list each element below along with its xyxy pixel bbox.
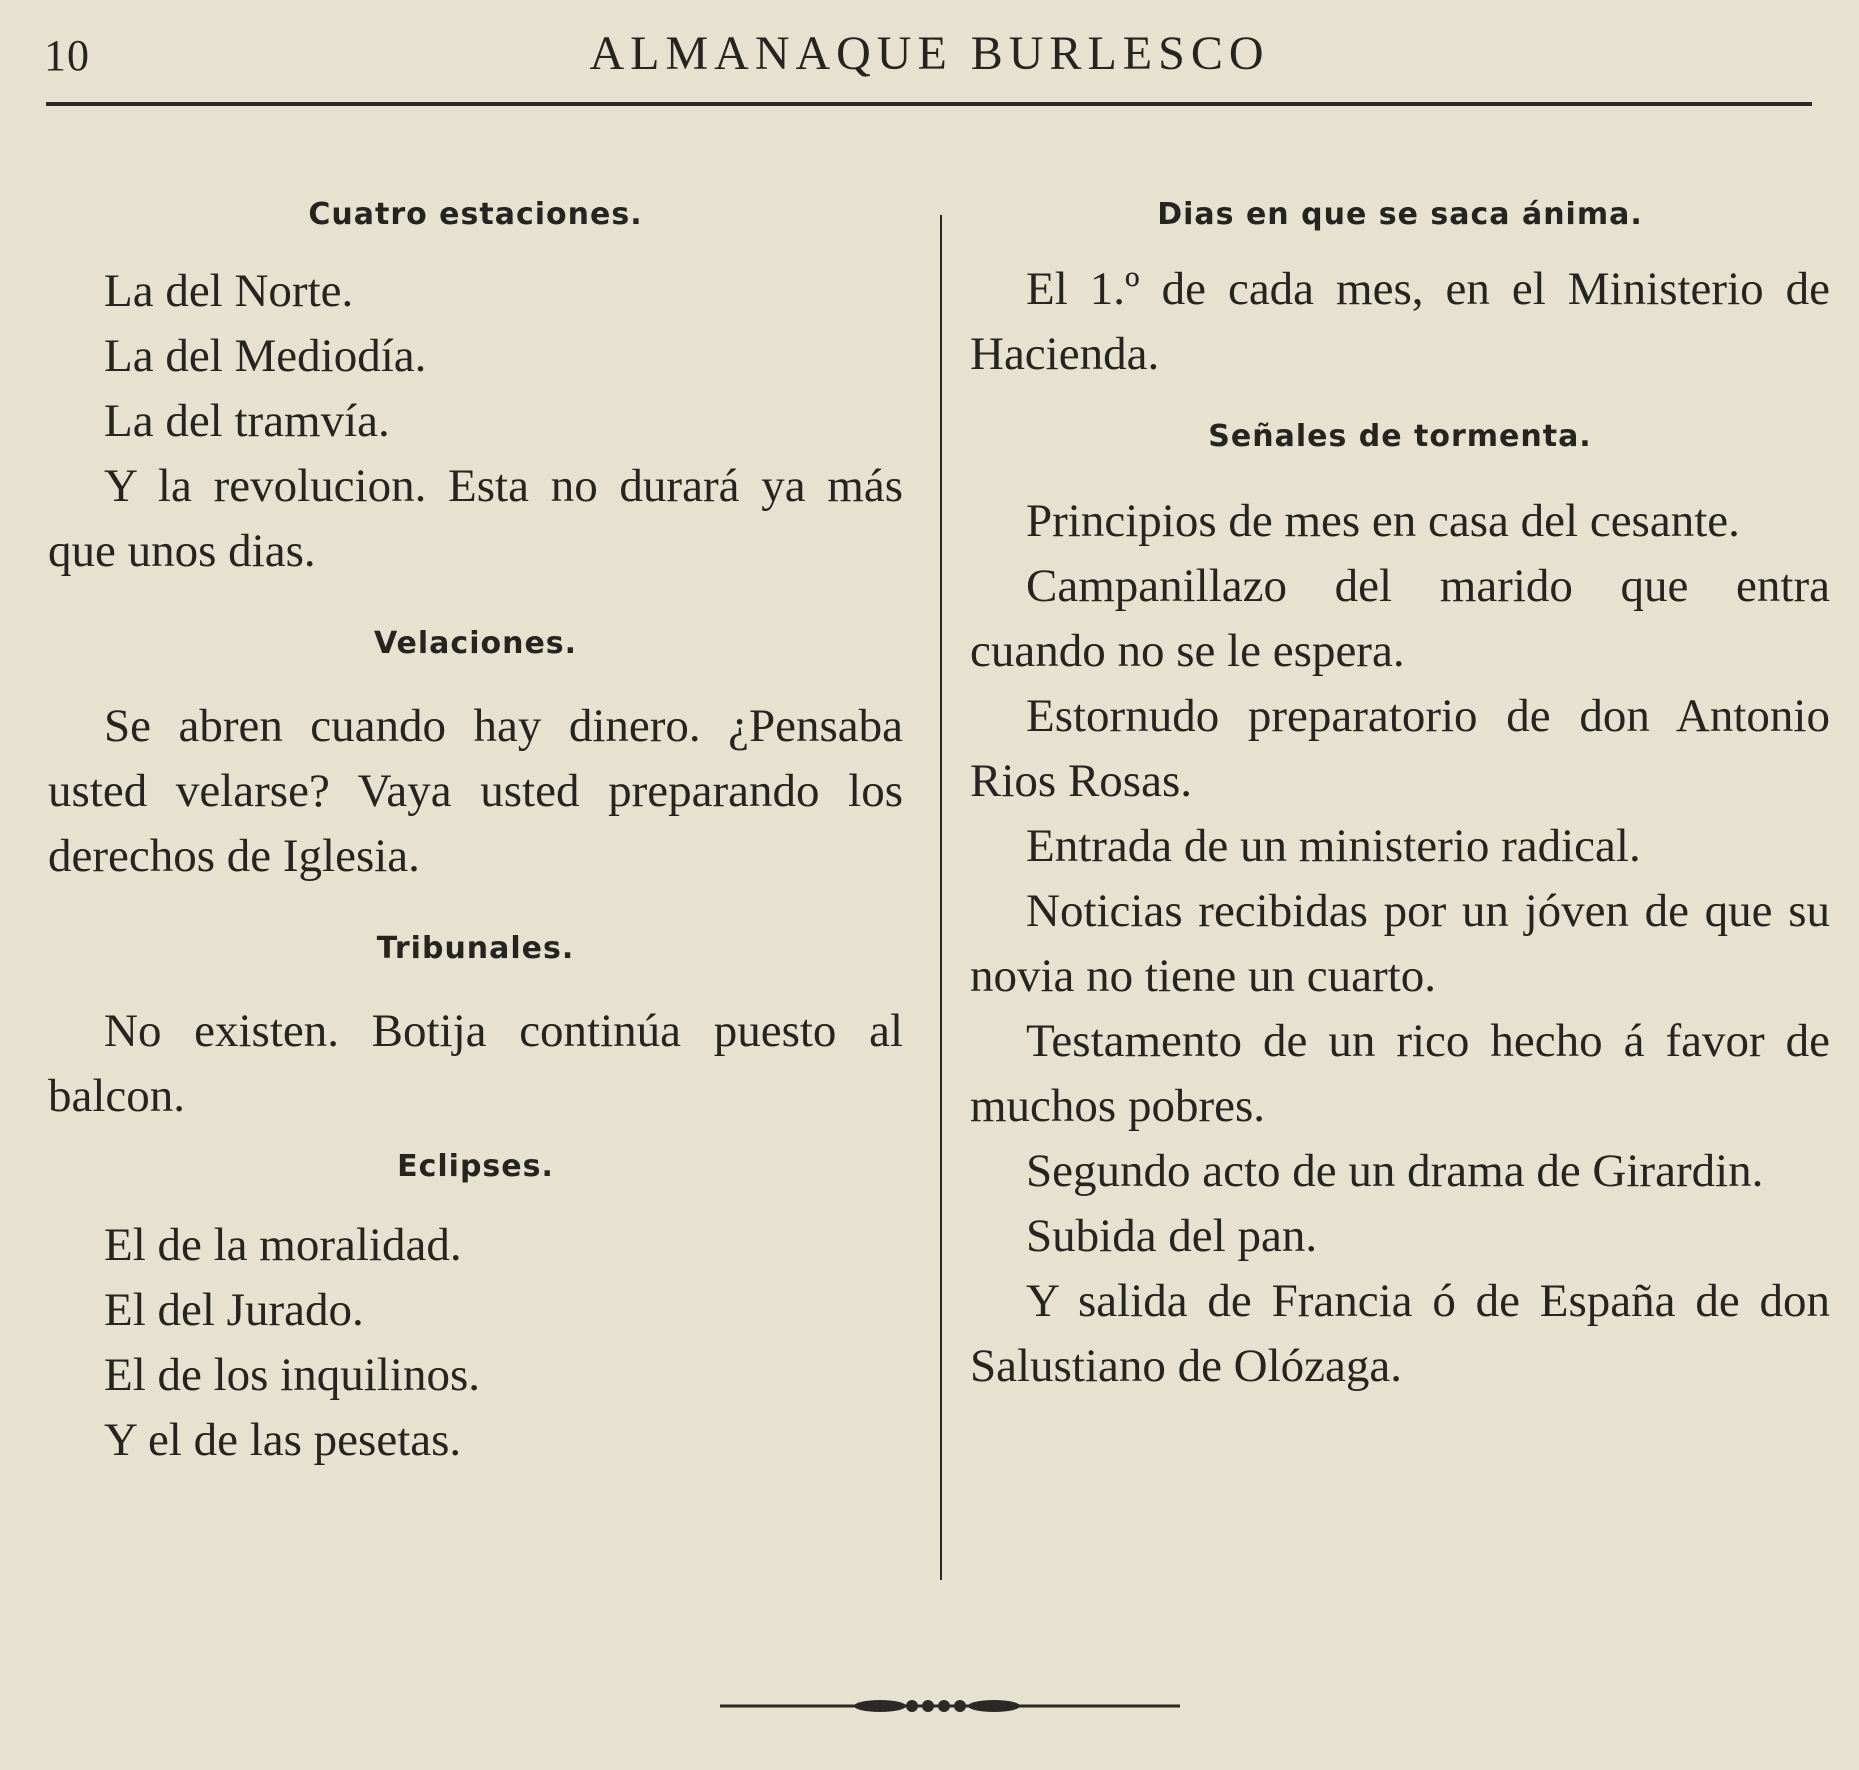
- paragraph: Estornudo preparatorio de don Antonio Rios Rosas.: [970, 690, 1830, 807]
- running-title: ALMANAQUE BURLESCO: [589, 27, 1270, 80]
- list-item: La del tramvía.: [104, 395, 390, 447]
- paragraph: Subida del pan.: [1026, 1210, 1318, 1262]
- paragraph: Noticias recibidas por un jóven de que su novia no tiene un cuarto.: [970, 885, 1830, 1002]
- paragraph: Campanillazo del marido que entra cuando no se le espera.: [970, 560, 1830, 677]
- section-tribunales: [48, 929, 903, 1129]
- column-divider: [940, 215, 942, 1580]
- list-item: El de los inquilinos.: [104, 1349, 480, 1401]
- list-item: La del Norte.: [104, 265, 354, 317]
- paragraph: Testamento de un rico hecho á favor de muchos pobres.: [970, 1015, 1830, 1132]
- paragraph: Entrada de un ministerio radical.: [1026, 820, 1641, 872]
- section-velaciones: [48, 624, 903, 889]
- section-heading: Eclipses.: [397, 1149, 554, 1184]
- section-senales-tormenta: [970, 417, 1830, 1399]
- section-dias-anima: [970, 195, 1830, 387]
- section-heading: Dias en que se saca ánima.: [1157, 197, 1643, 232]
- list-item: El del Jurado.: [104, 1284, 364, 1336]
- header-rule: [46, 102, 1812, 106]
- section-heading: Cuatro estaciones.: [308, 197, 643, 232]
- section-eclipses: [48, 1147, 903, 1473]
- paragraph: Y la revolucion. Esta no durará ya más que unos dias.: [48, 460, 903, 577]
- list-item: Y el de las pesetas.: [104, 1414, 462, 1466]
- paragraph: El 1.º de cada mes, en el Ministerio de Hacienda.: [970, 263, 1830, 380]
- paragraph: Principios de mes en casa del cesante.: [1026, 495, 1740, 547]
- section-heading: Velaciones.: [373, 626, 578, 661]
- section-heading: Señales de tormenta.: [1208, 419, 1592, 454]
- list-item: El de la moralidad.: [104, 1219, 462, 1271]
- paragraph: Y salida de Francia ó de España de don Salustiano de Olózaga.: [970, 1275, 1830, 1392]
- paragraph: Segundo acto de un drama de Girardin.: [1026, 1145, 1764, 1197]
- section-cuatro-estaciones: [48, 195, 903, 584]
- section-heading: Tribunales.: [376, 931, 575, 966]
- paragraph: No existen. Botija continúa puesto al balcon.: [48, 1005, 903, 1122]
- right-column: [970, 195, 1830, 1399]
- paragraph: Se abren cuando hay dinero. ¿Pensaba usted velarse? Vaya usted preparando los derechos de Iglesia.: [48, 700, 903, 882]
- left-column: [48, 195, 903, 1473]
- list-item: La del Mediodía.: [104, 330, 427, 382]
- page-number: 10: [44, 31, 90, 80]
- tailpiece-ornament-icon: [720, 1692, 1180, 1724]
